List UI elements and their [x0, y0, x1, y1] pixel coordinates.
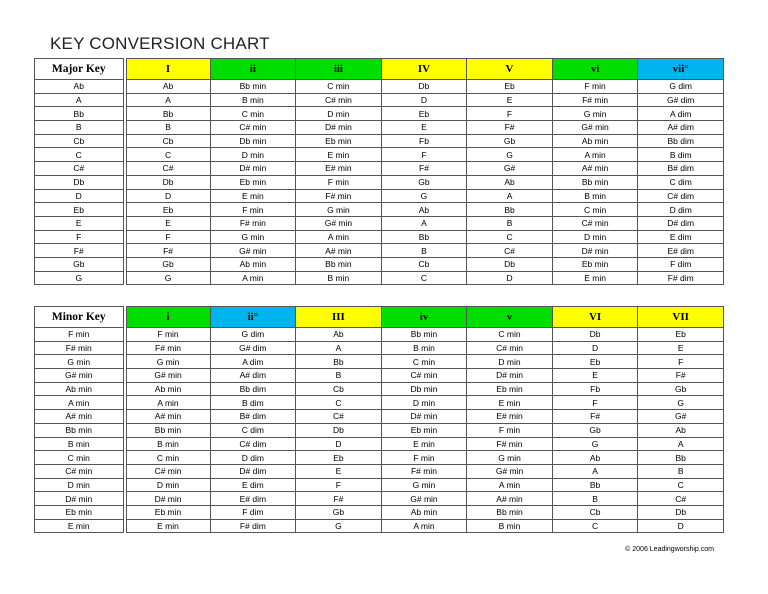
major-header-5: V — [467, 59, 553, 80]
table-row — [35, 162, 724, 176]
minor-chord-cell: Gb — [638, 382, 724, 396]
major-chord-cell: F — [381, 148, 467, 162]
major-chord-cell: G# dim — [638, 93, 724, 107]
major-chord-cell: G — [467, 148, 553, 162]
table-row — [35, 107, 724, 121]
major-chord-cell: Eb min — [552, 257, 638, 271]
table-row — [35, 244, 724, 258]
major-chord-cell: A# dim — [638, 121, 724, 135]
major-chord-cell: G# — [467, 162, 553, 176]
table-row — [35, 148, 724, 162]
table-row — [35, 93, 724, 107]
major-chord-cell: C — [467, 230, 553, 244]
major-chord-cell: C# min — [210, 121, 296, 135]
major-chord-cell: B min — [296, 271, 382, 285]
major-key-cell: G — [35, 271, 125, 285]
minor-chord-cell: F# min — [381, 464, 467, 478]
major-key-cell: D — [35, 189, 125, 203]
minor-chord-cell: G — [296, 519, 382, 533]
major-chord-cell: E# min — [296, 162, 382, 176]
table-row — [35, 121, 724, 135]
minor-chord-cell: D min — [381, 396, 467, 410]
major-chord-cell: Bb min — [552, 175, 638, 189]
major-chord-cell: E — [381, 121, 467, 135]
major-chord-cell: Db — [381, 80, 467, 94]
major-chord-cell: C min — [210, 107, 296, 121]
major-chord-cell: F min — [210, 203, 296, 217]
table-row — [35, 492, 724, 506]
minor-chord-cell: B min — [467, 519, 553, 533]
major-chord-cell: B — [467, 216, 553, 230]
major-chord-cell: C — [125, 148, 211, 162]
minor-chord-cell: D# min — [467, 369, 553, 383]
table-row — [35, 341, 724, 355]
minor-key-cell: G# min — [35, 369, 125, 383]
major-header-row — [35, 59, 724, 80]
minor-chord-cell: E min — [125, 519, 211, 533]
minor-chord-cell: E — [638, 341, 724, 355]
minor-chord-cell: F min — [125, 328, 211, 342]
table-row — [35, 505, 724, 519]
minor-chord-cell: F — [552, 396, 638, 410]
major-header-3: iii — [296, 59, 382, 80]
minor-chord-cell: F# dim — [210, 519, 296, 533]
major-chord-cell: F# dim — [638, 271, 724, 285]
major-chord-cell: Gb — [125, 257, 211, 271]
minor-chord-cell: E dim — [210, 478, 296, 492]
minor-chord-cell: G — [638, 396, 724, 410]
major-chord-cell: Bb min — [296, 257, 382, 271]
major-chord-cell: D — [125, 189, 211, 203]
minor-header-3: III — [296, 307, 382, 328]
major-chord-cell: G# min — [210, 244, 296, 258]
minor-header-2: ii° — [210, 307, 296, 328]
minor-chord-cell: Cb — [552, 505, 638, 519]
major-chord-cell: Eb — [467, 80, 553, 94]
minor-chord-cell: Eb — [552, 355, 638, 369]
minor-chord-cell: G min — [467, 451, 553, 465]
major-chord-cell: Db — [125, 175, 211, 189]
table-row — [35, 80, 724, 94]
minor-chord-cell: Bb — [296, 355, 382, 369]
minor-chord-cell: E min — [381, 437, 467, 451]
table-row — [35, 257, 724, 271]
minor-chord-cell: C min — [125, 451, 211, 465]
major-chord-cell: A — [467, 189, 553, 203]
major-chord-cell: G — [381, 189, 467, 203]
major-chord-cell: A dim — [638, 107, 724, 121]
table-row — [35, 175, 724, 189]
major-chord-cell: Db — [467, 257, 553, 271]
major-key-cell: F# — [35, 244, 125, 258]
minor-chord-cell: C# min — [125, 464, 211, 478]
minor-chord-cell: Eb min — [467, 382, 553, 396]
major-chord-cell: C# min — [296, 93, 382, 107]
major-key-cell: Bb — [35, 107, 125, 121]
minor-chord-cell: E — [552, 369, 638, 383]
minor-chord-cell: A# min — [467, 492, 553, 506]
minor-chord-cell: F min — [381, 451, 467, 465]
minor-key-cell: E min — [35, 519, 125, 533]
major-chord-cell: D# dim — [638, 216, 724, 230]
minor-chord-cell: D# min — [381, 410, 467, 424]
minor-chord-cell: C min — [381, 355, 467, 369]
major-chord-cell: Bb — [125, 107, 211, 121]
table-row — [35, 328, 724, 342]
minor-chord-cell: B — [638, 464, 724, 478]
table-row — [35, 464, 724, 478]
major-chord-cell: E min — [296, 148, 382, 162]
minor-chord-cell: C# dim — [210, 437, 296, 451]
major-chord-cell: Cb — [125, 134, 211, 148]
minor-chord-cell: Eb min — [125, 505, 211, 519]
table-row — [35, 423, 724, 437]
major-chord-cell: A — [125, 93, 211, 107]
minor-key-cell: A min — [35, 396, 125, 410]
major-chord-cell: F# min — [210, 216, 296, 230]
minor-chord-cell: Bb min — [467, 505, 553, 519]
major-chord-cell: F dim — [638, 257, 724, 271]
table-row — [35, 478, 724, 492]
minor-table-body — [35, 328, 724, 533]
major-chord-cell: E dim — [638, 230, 724, 244]
major-chord-cell: Gb — [381, 175, 467, 189]
major-chord-cell: D# min — [296, 121, 382, 135]
table-row — [35, 410, 724, 424]
major-key-cell: F — [35, 230, 125, 244]
minor-key-table — [34, 306, 724, 533]
minor-chord-cell: Bb min — [125, 423, 211, 437]
minor-chord-cell: Bb — [638, 451, 724, 465]
minor-chord-cell: Fb — [552, 382, 638, 396]
minor-chord-cell: Ab — [638, 423, 724, 437]
major-chord-cell: C — [381, 271, 467, 285]
major-chord-cell: F — [125, 230, 211, 244]
major-chord-cell: C min — [296, 80, 382, 94]
minor-key-cell: Bb min — [35, 423, 125, 437]
minor-chord-cell: E — [296, 464, 382, 478]
major-chord-cell: Eb — [125, 203, 211, 217]
major-chord-cell: F# min — [552, 93, 638, 107]
minor-header-0: Minor Key — [35, 307, 125, 328]
major-table-body — [35, 80, 724, 285]
major-chord-cell: E min — [210, 189, 296, 203]
major-chord-cell: Gb — [467, 134, 553, 148]
minor-header-6: VI — [552, 307, 638, 328]
table-row — [35, 396, 724, 410]
minor-chord-cell: A min — [125, 396, 211, 410]
major-chord-cell: D# min — [210, 162, 296, 176]
minor-chord-cell: Db — [296, 423, 382, 437]
minor-chord-cell: E# dim — [210, 492, 296, 506]
table-row — [35, 189, 724, 203]
table-row — [35, 203, 724, 217]
major-key-table — [34, 58, 724, 285]
minor-key-cell: B min — [35, 437, 125, 451]
major-chord-cell: D — [467, 271, 553, 285]
minor-chord-cell: Ab — [552, 451, 638, 465]
minor-chord-cell: G min — [381, 478, 467, 492]
minor-chord-cell: D — [638, 519, 724, 533]
minor-chord-cell: Db — [638, 505, 724, 519]
minor-chord-cell: E# min — [467, 410, 553, 424]
minor-chord-cell: C dim — [210, 423, 296, 437]
minor-chord-cell: C min — [467, 328, 553, 342]
minor-key-cell: C min — [35, 451, 125, 465]
major-chord-cell: G min — [210, 230, 296, 244]
major-chord-cell: Db min — [210, 134, 296, 148]
table-row — [35, 216, 724, 230]
major-header-6: vi — [552, 59, 638, 80]
minor-chord-cell: G# dim — [210, 341, 296, 355]
minor-key-cell: F# min — [35, 341, 125, 355]
major-chord-cell: G — [125, 271, 211, 285]
minor-chord-cell: F# min — [125, 341, 211, 355]
minor-chord-cell: Db — [552, 328, 638, 342]
major-key-cell: Ab — [35, 80, 125, 94]
major-chord-cell: C# dim — [638, 189, 724, 203]
minor-chord-cell: Bb — [552, 478, 638, 492]
major-header-7: vii° — [638, 59, 724, 80]
minor-chord-cell: A# dim — [210, 369, 296, 383]
major-chord-cell: C dim — [638, 175, 724, 189]
minor-key-cell: D# min — [35, 492, 125, 506]
major-chord-cell: F# — [125, 244, 211, 258]
minor-chord-cell: G dim — [210, 328, 296, 342]
table-row — [35, 519, 724, 533]
major-chord-cell: A# min — [296, 244, 382, 258]
major-key-cell: E — [35, 216, 125, 230]
table-row — [35, 382, 724, 396]
minor-chord-cell: G — [552, 437, 638, 451]
minor-chord-cell: B — [552, 492, 638, 506]
major-key-cell: B — [35, 121, 125, 135]
major-key-cell: Db — [35, 175, 125, 189]
major-chord-cell: G min — [552, 107, 638, 121]
minor-chord-cell: A — [552, 464, 638, 478]
major-chord-cell: Ab — [467, 175, 553, 189]
table-row — [35, 451, 724, 465]
major-header-2: ii — [210, 59, 296, 80]
minor-header-4: iv — [381, 307, 467, 328]
minor-chord-cell: Bb min — [381, 328, 467, 342]
minor-key-cell: Eb min — [35, 505, 125, 519]
major-chord-cell: B# dim — [638, 162, 724, 176]
minor-chord-cell: B min — [125, 437, 211, 451]
major-header-1: I — [125, 59, 211, 80]
minor-key-cell: C# min — [35, 464, 125, 478]
major-chord-cell: Bb — [381, 230, 467, 244]
major-chord-cell: Eb — [381, 107, 467, 121]
major-chord-cell: D — [381, 93, 467, 107]
major-chord-cell: Ab min — [552, 134, 638, 148]
minor-chord-cell: A min — [381, 519, 467, 533]
major-chord-cell: Eb min — [296, 134, 382, 148]
minor-chord-cell: A min — [467, 478, 553, 492]
major-chord-cell: E# dim — [638, 244, 724, 258]
major-chord-cell: D# min — [552, 244, 638, 258]
major-chord-cell: F — [467, 107, 553, 121]
minor-chord-cell: C — [638, 478, 724, 492]
major-chord-cell: D min — [296, 107, 382, 121]
minor-chord-cell: Bb dim — [210, 382, 296, 396]
minor-chord-cell: D dim — [210, 451, 296, 465]
minor-chord-cell: C — [552, 519, 638, 533]
major-key-cell: Gb — [35, 257, 125, 271]
minor-chord-cell: G# — [638, 410, 724, 424]
major-chord-cell: Bb — [467, 203, 553, 217]
major-key-cell: Eb — [35, 203, 125, 217]
minor-chord-cell: A — [638, 437, 724, 451]
minor-key-cell: Ab min — [35, 382, 125, 396]
minor-chord-cell: D — [296, 437, 382, 451]
major-chord-cell: A — [381, 216, 467, 230]
major-chord-cell: Fb — [381, 134, 467, 148]
minor-chord-cell: B dim — [210, 396, 296, 410]
table-row — [35, 369, 724, 383]
minor-chord-cell: G min — [125, 355, 211, 369]
major-key-cell: C — [35, 148, 125, 162]
minor-header-5: v — [467, 307, 553, 328]
major-chord-cell: D min — [210, 148, 296, 162]
minor-chord-cell: B — [296, 369, 382, 383]
minor-chord-cell: D — [552, 341, 638, 355]
major-chord-cell: B dim — [638, 148, 724, 162]
major-chord-cell: G# min — [296, 216, 382, 230]
major-key-cell: C# — [35, 162, 125, 176]
minor-chord-cell: D min — [125, 478, 211, 492]
minor-chord-cell: G# min — [381, 492, 467, 506]
minor-chord-cell: Ab min — [125, 382, 211, 396]
major-chord-cell: F# — [467, 121, 553, 135]
minor-chord-cell: F# min — [467, 437, 553, 451]
minor-chord-cell: F# — [296, 492, 382, 506]
major-key-cell: A — [35, 93, 125, 107]
minor-chord-cell: F — [638, 355, 724, 369]
major-chord-cell: A min — [296, 230, 382, 244]
minor-chord-cell: G# min — [467, 464, 553, 478]
minor-chord-cell: F# — [552, 410, 638, 424]
major-chord-cell: Bb dim — [638, 134, 724, 148]
minor-chord-cell: Ab min — [381, 505, 467, 519]
major-key-cell: Cb — [35, 134, 125, 148]
major-chord-cell: Ab min — [210, 257, 296, 271]
minor-chord-cell: B# dim — [210, 410, 296, 424]
minor-chord-cell: C# min — [381, 369, 467, 383]
major-chord-cell: E min — [552, 271, 638, 285]
minor-chord-cell: Ab — [296, 328, 382, 342]
major-chord-cell: G# min — [552, 121, 638, 135]
minor-chord-cell: G# min — [125, 369, 211, 383]
major-chord-cell: F# min — [296, 189, 382, 203]
table-row — [35, 271, 724, 285]
minor-chord-cell: Gb — [296, 505, 382, 519]
minor-chord-cell: A dim — [210, 355, 296, 369]
major-chord-cell: C# min — [552, 216, 638, 230]
major-chord-cell: F# — [381, 162, 467, 176]
minor-chord-cell: Eb min — [381, 423, 467, 437]
minor-key-cell: F min — [35, 328, 125, 342]
major-chord-cell: Cb — [381, 257, 467, 271]
minor-chord-cell: Eb — [296, 451, 382, 465]
major-header-4: IV — [381, 59, 467, 80]
minor-chord-cell: Eb — [638, 328, 724, 342]
major-chord-cell: G dim — [638, 80, 724, 94]
minor-header-1: i — [125, 307, 211, 328]
minor-chord-cell: C# min — [467, 341, 553, 355]
minor-chord-cell: F — [296, 478, 382, 492]
minor-chord-cell: A — [296, 341, 382, 355]
major-chord-cell: E — [125, 216, 211, 230]
major-chord-cell: E — [467, 93, 553, 107]
page-title: KEY CONVERSION CHART — [50, 34, 270, 53]
minor-chord-cell: C# — [638, 492, 724, 506]
major-chord-cell: B — [125, 121, 211, 135]
minor-header-7: VII — [638, 307, 724, 328]
major-chord-cell: C# — [125, 162, 211, 176]
major-chord-cell: A min — [552, 148, 638, 162]
major-chord-cell: Ab — [125, 80, 211, 94]
minor-key-cell: A# min — [35, 410, 125, 424]
minor-chord-cell: B min — [381, 341, 467, 355]
major-chord-cell: A# min — [552, 162, 638, 176]
major-header-0: Major Key — [35, 59, 125, 80]
minor-key-cell: G min — [35, 355, 125, 369]
table-row — [35, 355, 724, 369]
major-chord-cell: Eb min — [210, 175, 296, 189]
major-chord-cell: C# — [467, 244, 553, 258]
minor-chord-cell: Cb — [296, 382, 382, 396]
minor-chord-cell: Gb — [552, 423, 638, 437]
major-chord-cell: B min — [210, 93, 296, 107]
major-chord-cell: Bb min — [210, 80, 296, 94]
minor-chord-cell: F dim — [210, 505, 296, 519]
table-row — [35, 134, 724, 148]
major-chord-cell: Ab — [381, 203, 467, 217]
minor-chord-cell: F min — [467, 423, 553, 437]
table-row — [35, 437, 724, 451]
table-row — [35, 230, 724, 244]
minor-chord-cell: C# — [296, 410, 382, 424]
major-chord-cell: G min — [296, 203, 382, 217]
minor-chord-cell: A# min — [125, 410, 211, 424]
minor-chord-cell: D# min — [125, 492, 211, 506]
copyright-footer: © 2006 Leadingworship.com — [625, 546, 714, 553]
minor-chord-cell: D# dim — [210, 464, 296, 478]
minor-chord-cell: F# — [638, 369, 724, 383]
minor-chord-cell: D min — [467, 355, 553, 369]
minor-header-row — [35, 307, 724, 328]
minor-chord-cell: C — [296, 396, 382, 410]
major-chord-cell: D min — [552, 230, 638, 244]
major-chord-cell: C min — [552, 203, 638, 217]
major-chord-cell: F min — [552, 80, 638, 94]
major-chord-cell: B min — [552, 189, 638, 203]
major-chord-cell: F min — [296, 175, 382, 189]
minor-key-cell: D min — [35, 478, 125, 492]
minor-chord-cell: E min — [467, 396, 553, 410]
minor-chord-cell: Db min — [381, 382, 467, 396]
major-chord-cell: A min — [210, 271, 296, 285]
major-chord-cell: B — [381, 244, 467, 258]
major-chord-cell: D dim — [638, 203, 724, 217]
